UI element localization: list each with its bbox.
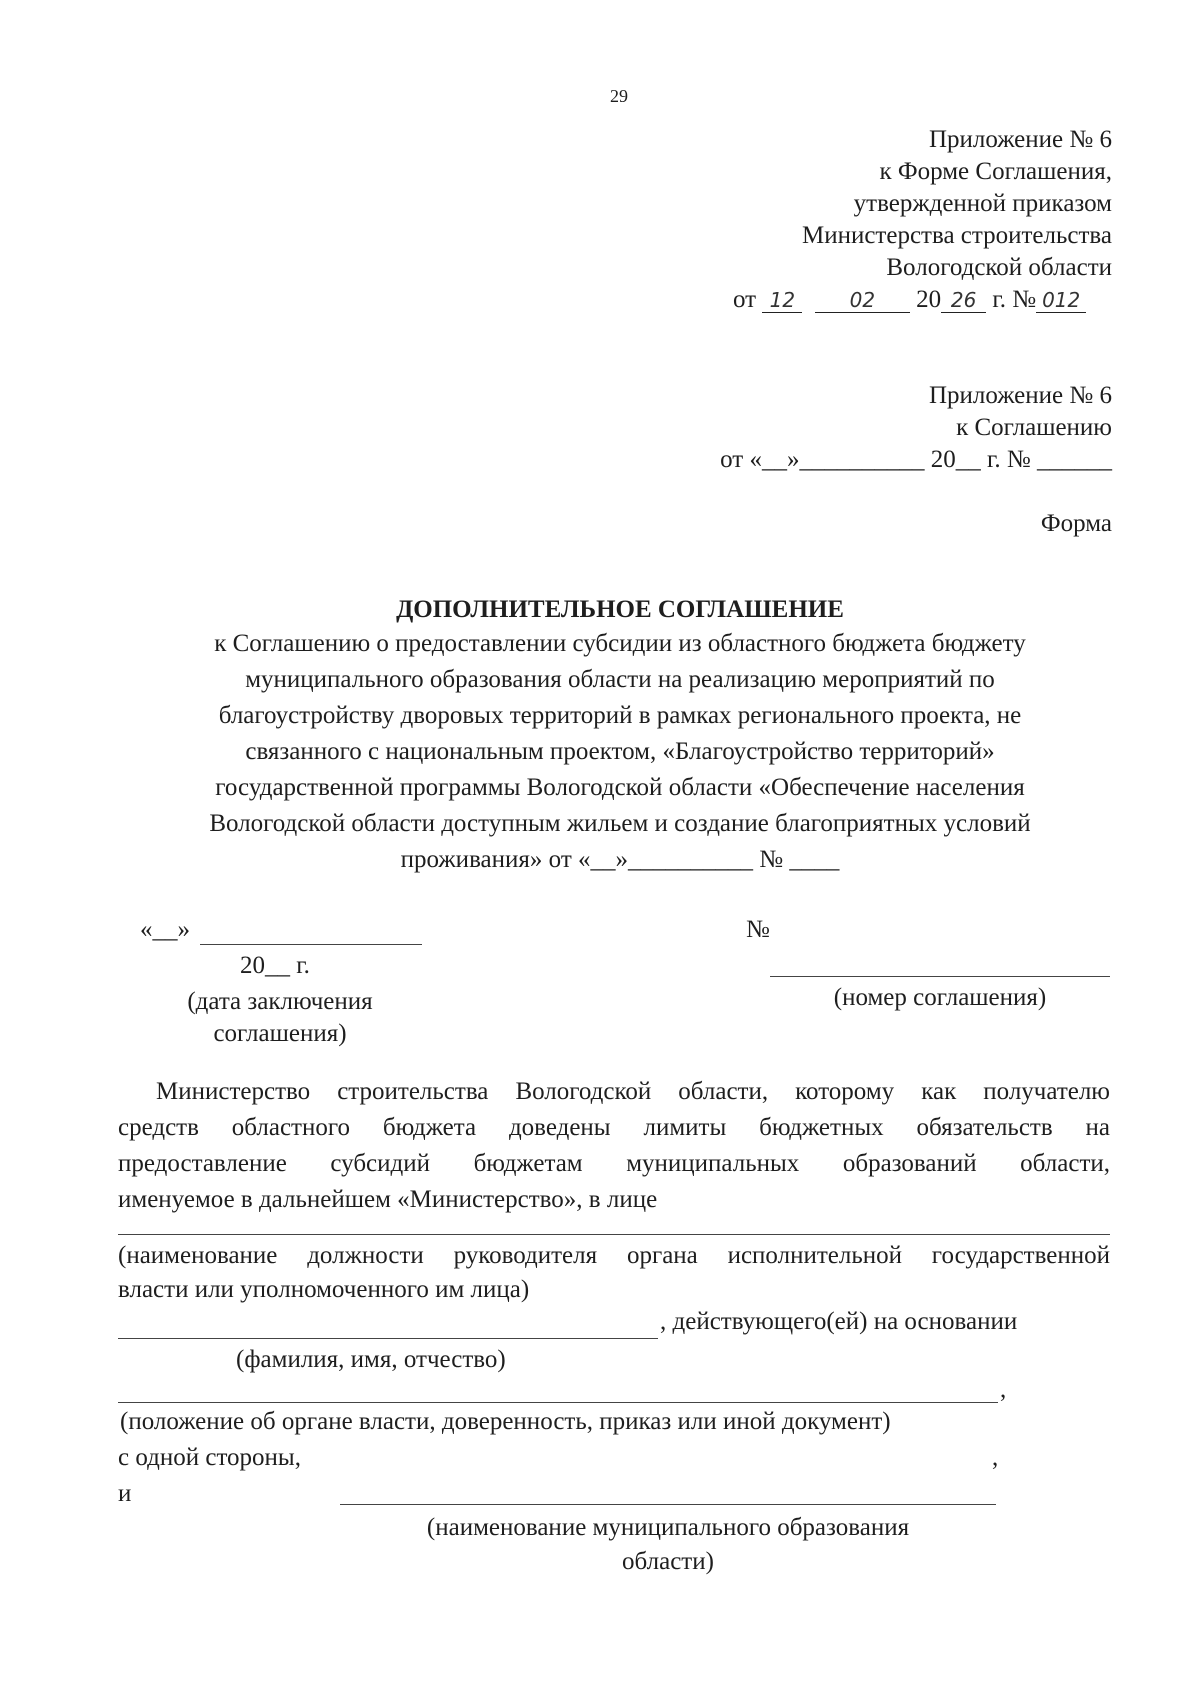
subtitle-line-3: благоустройству дворовых территорий в рамках регионального проекта, не (218, 702, 1022, 729)
appendix-second-line2: к Соглашению (956, 414, 1112, 441)
body-line-3: предоставление субсидий бюджетам муниципальных образований области, (118, 1150, 1110, 1177)
one-side: с одной стороны, (118, 1444, 301, 1471)
year-prefix: 20 (916, 286, 942, 313)
comma-1: , (1000, 1376, 1007, 1403)
form-label: Форма (1040, 510, 1112, 537)
comma-2: , (992, 1444, 999, 1471)
body-line-4: именуемое в дальнейшем «Министерство», в лице (118, 1186, 658, 1213)
subtitle-line-6: Вологодской области доступным жильем и создание благоприятных условий (209, 810, 1031, 837)
caption-fio: (фамилия, имя, отчество) (236, 1346, 506, 1373)
number-line (770, 976, 1110, 977)
handwritten-number: 012 (1036, 288, 1086, 313)
date-year: 20__ г. (240, 952, 310, 979)
appendix-top-date-line (733, 284, 1086, 316)
date-caption-2: соглашения) (213, 1020, 347, 1047)
document-line (118, 1402, 998, 1403)
subtitle-line-5: государственной программы Вологодской области «Обеспечение населения (215, 774, 1025, 801)
date-caption-1: (дата заключения (187, 988, 373, 1015)
subtitle-line-4: связанного с национальным проектом, «Благоустройство территорий» (245, 738, 995, 765)
municipality-line (340, 1504, 996, 1505)
caption-position: (наименование должности руководителя органа исполнительной государственной (118, 1242, 1110, 1269)
number-symbol: № (746, 916, 770, 943)
handwritten-month: 02 (815, 288, 910, 313)
caption-position-2: власти или уполномоченного им лица) (118, 1276, 530, 1303)
handwritten-day: 12 (762, 288, 802, 313)
fio-line (118, 1338, 658, 1339)
body-line-2: средств областного бюджета доведены лимиты бюджетных обязательств на (118, 1114, 1110, 1141)
caption-municipality-2: области) (622, 1548, 714, 1575)
body-line-1: Министерство строительства Вологодской области, которому как получателю (156, 1078, 1110, 1105)
number-prefix: г. № (992, 286, 1037, 313)
date-prefix: от (733, 286, 757, 313)
appendix-top-line2: к Форме Соглашения, (879, 158, 1112, 185)
appendix-second-line1: Приложение № 6 (928, 382, 1112, 409)
appendix-top-line4: Министерства строительства (801, 222, 1112, 249)
date-month-line (200, 944, 422, 945)
caption-document: (положение об органе власти, доверенность, приказ или иной документ) (120, 1408, 891, 1435)
date-quote: «__» (140, 916, 190, 943)
subtitle-line-2: муниципального образования области на реализацию мероприятий по (245, 666, 995, 693)
number-caption: (номер соглашения) (833, 984, 1047, 1011)
subtitle-line-1: к Соглашению о предоставлении субсидии из областного бюджета бюджету (214, 630, 1026, 657)
and-word: и (118, 1480, 132, 1507)
appendix-top-line5: Вологодской области (886, 254, 1112, 281)
page-number: 29 (610, 86, 628, 106)
document-title: ДОПОЛНИТЕЛЬНОЕ СОГЛАШЕНИЕ (396, 596, 844, 623)
appendix-top-line3: утвержденной приказом (853, 190, 1112, 217)
appendix-second-line3: от «__»__________ 20__ г. № ______ (720, 446, 1112, 473)
subtitle-line-7: проживания» от «__»__________ № ____ (400, 846, 840, 873)
position-line (118, 1234, 1110, 1235)
appendix-top-line1: Приложение № 6 (928, 126, 1112, 153)
handwritten-year: 26 (941, 288, 986, 313)
acting-basis: , действующего(ей) на основании (660, 1308, 1018, 1335)
caption-municipality-1: (наименование муниципального образования (426, 1514, 910, 1541)
